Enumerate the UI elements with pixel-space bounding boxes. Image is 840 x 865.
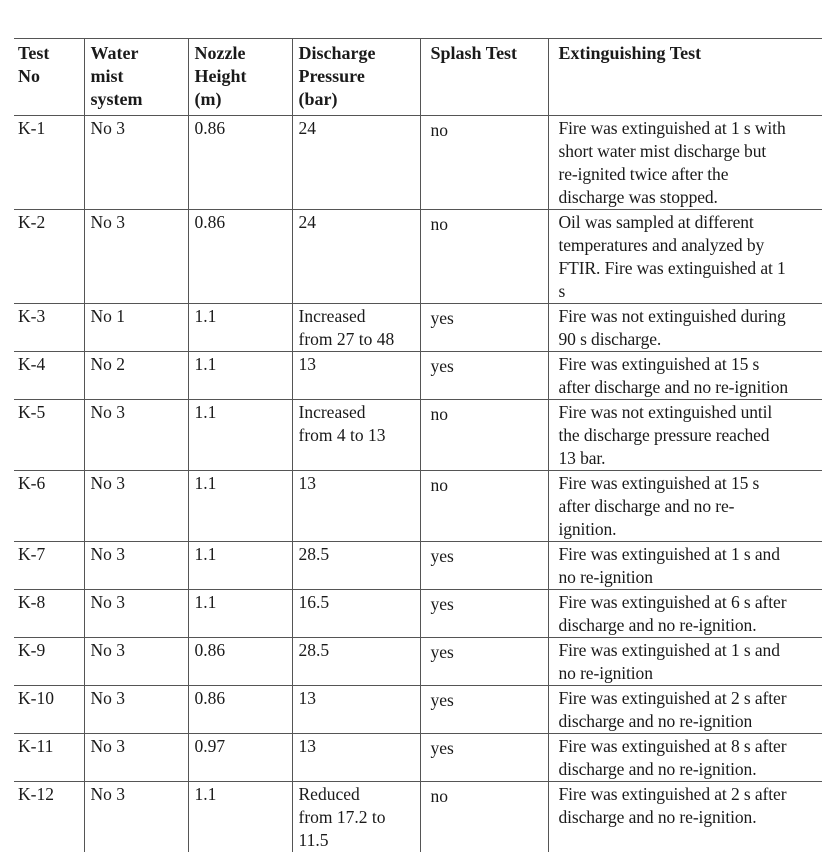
- cell-line: after discharge and no re-: [558, 496, 735, 516]
- cell-extinguishing-test: [548, 116, 822, 210]
- cell-water-mist-system: No 3: [84, 734, 188, 782]
- cell-line: Height: [194, 66, 247, 86]
- cell-line: 13: [298, 354, 316, 374]
- cell-line: from 27 to 48: [298, 329, 395, 349]
- cell-test-no: K-7: [14, 542, 84, 590]
- cell-line: discharge and no re-ignition.: [558, 759, 757, 779]
- cell-line: 13: [298, 736, 316, 756]
- cell-line: Fire was extinguished at 1 s with: [558, 118, 786, 138]
- cell-splash-test: yes: [420, 542, 548, 590]
- cell-line: 11.5: [298, 830, 329, 850]
- cell-line: Discharge: [298, 43, 376, 63]
- cell-discharge-pressure: [292, 400, 420, 471]
- table-body: [14, 116, 822, 853]
- cell-test-no: K-10: [14, 686, 84, 734]
- cell-water-mist-system: No 3: [84, 210, 188, 304]
- fire-test-table: [14, 38, 822, 852]
- cell-line: no re-ignition: [558, 663, 653, 683]
- cell-splash-test: no: [420, 210, 548, 304]
- cell-test-no: K-3: [14, 304, 84, 352]
- cell-test-no: K-5: [14, 400, 84, 471]
- cell-test-no: K-1: [14, 116, 84, 210]
- cell-line: 28.5: [298, 544, 330, 564]
- cell-line: system: [90, 89, 143, 109]
- header-water-mist-system: [84, 39, 188, 116]
- cell-line: (m): [194, 89, 222, 109]
- cell-line: 28.5: [298, 640, 330, 660]
- cell-line: Increased: [298, 306, 366, 326]
- cell-line: No: [18, 66, 40, 86]
- cell-discharge-pressure: [292, 782, 420, 853]
- cell-extinguishing-test: [548, 782, 822, 853]
- cell-water-mist-system: No 2: [84, 352, 188, 400]
- cell-extinguishing-test: [548, 686, 822, 734]
- cell-line: Nozzle: [194, 43, 246, 63]
- cell-test-no: K-4: [14, 352, 84, 400]
- cell-line: Fire was extinguished at 2 s after: [558, 784, 787, 804]
- cell-nozzle-height: 0.97: [188, 734, 292, 782]
- cell-discharge-pressure: [292, 542, 420, 590]
- table-header: [14, 39, 822, 116]
- cell-line: ignition.: [558, 519, 617, 539]
- cell-line: Fire was not extinguished until: [558, 402, 773, 422]
- cell-line: from 4 to 13: [298, 425, 386, 445]
- header-nozzle-height: [188, 39, 292, 116]
- table-row: [14, 638, 822, 686]
- cell-line: discharge and no re-ignition.: [558, 615, 757, 635]
- cell-splash-test: no: [420, 116, 548, 210]
- cell-water-mist-system: No 3: [84, 116, 188, 210]
- cell-water-mist-system: No 1: [84, 304, 188, 352]
- header-row: [14, 39, 822, 116]
- cell-nozzle-height: 1.1: [188, 590, 292, 638]
- cell-splash-test: yes: [420, 590, 548, 638]
- table-row: [14, 590, 822, 638]
- cell-line: 13: [298, 473, 316, 493]
- cell-nozzle-height: 1.1: [188, 471, 292, 542]
- cell-nozzle-height: 0.86: [188, 116, 292, 210]
- header-test-no: [14, 39, 84, 116]
- cell-line: Fire was extinguished at 6 s after: [558, 592, 787, 612]
- table-row: [14, 542, 822, 590]
- cell-extinguishing-test: [548, 352, 822, 400]
- cell-line: Fire was extinguished at 8 s after: [558, 736, 787, 756]
- cell-water-mist-system: No 3: [84, 638, 188, 686]
- cell-splash-test: yes: [420, 638, 548, 686]
- cell-splash-test: yes: [420, 734, 548, 782]
- header-discharge-pressure: [292, 39, 420, 116]
- cell-nozzle-height: 0.86: [188, 686, 292, 734]
- table-row: [14, 782, 822, 853]
- cell-line: (bar): [298, 89, 338, 109]
- cell-line: 24: [298, 212, 316, 232]
- cell-line: 16.5: [298, 592, 330, 612]
- cell-line: s: [558, 281, 566, 301]
- header-extinguishing-test: [548, 39, 822, 116]
- cell-splash-test: no: [420, 782, 548, 853]
- cell-extinguishing-test: [548, 400, 822, 471]
- cell-line: Splash Test: [430, 43, 518, 63]
- cell-splash-test: yes: [420, 686, 548, 734]
- cell-line: mist: [90, 66, 124, 86]
- cell-nozzle-height: 0.86: [188, 638, 292, 686]
- cell-extinguishing-test: [548, 471, 822, 542]
- cell-line: 24: [298, 118, 316, 138]
- cell-discharge-pressure: [292, 638, 420, 686]
- cell-test-no: K-2: [14, 210, 84, 304]
- table-row: [14, 400, 822, 471]
- cell-nozzle-height: 1.1: [188, 782, 292, 853]
- cell-line: Test: [18, 43, 50, 63]
- cell-splash-test: no: [420, 471, 548, 542]
- cell-nozzle-height: 1.1: [188, 400, 292, 471]
- table-row: [14, 352, 822, 400]
- cell-line: from 17.2 to: [298, 807, 386, 827]
- cell-line: Fire was extinguished at 15 s: [558, 354, 760, 374]
- cell-discharge-pressure: [292, 590, 420, 638]
- cell-water-mist-system: No 3: [84, 542, 188, 590]
- cell-splash-test: yes: [420, 352, 548, 400]
- cell-line: Fire was extinguished at 1 s and: [558, 640, 780, 660]
- cell-extinguishing-test: [548, 304, 822, 352]
- cell-line: Fire was extinguished at 15 s: [558, 473, 760, 493]
- table-row: [14, 734, 822, 782]
- cell-line: Reduced: [298, 784, 360, 804]
- cell-water-mist-system: No 3: [84, 686, 188, 734]
- cell-extinguishing-test: [548, 734, 822, 782]
- cell-extinguishing-test: [548, 638, 822, 686]
- table-row: [14, 471, 822, 542]
- cell-test-no: K-6: [14, 471, 84, 542]
- cell-line: temperatures and analyzed by: [558, 235, 765, 255]
- cell-line: Pressure: [298, 66, 365, 86]
- cell-line: Water: [90, 43, 139, 63]
- cell-line: Extinguishing Test: [558, 43, 702, 63]
- cell-line: no re-ignition: [558, 567, 653, 587]
- cell-water-mist-system: No 3: [84, 471, 188, 542]
- cell-discharge-pressure: [292, 686, 420, 734]
- cell-discharge-pressure: [292, 304, 420, 352]
- table-row: [14, 686, 822, 734]
- cell-nozzle-height: 1.1: [188, 352, 292, 400]
- cell-line: 13 bar.: [558, 448, 606, 468]
- cell-water-mist-system: No 3: [84, 590, 188, 638]
- cell-splash-test: no: [420, 400, 548, 471]
- cell-test-no: K-8: [14, 590, 84, 638]
- table-row: [14, 304, 822, 352]
- cell-nozzle-height: 1.1: [188, 304, 292, 352]
- cell-extinguishing-test: [548, 590, 822, 638]
- cell-line: Fire was extinguished at 2 s after: [558, 688, 787, 708]
- table-row: [14, 210, 822, 304]
- cell-discharge-pressure: [292, 734, 420, 782]
- table-row: [14, 116, 822, 210]
- cell-nozzle-height: 1.1: [188, 542, 292, 590]
- cell-discharge-pressure: [292, 210, 420, 304]
- cell-line: short water mist discharge but: [558, 141, 767, 161]
- cell-test-no: K-11: [14, 734, 84, 782]
- cell-line: Fire was not extinguished during: [558, 306, 786, 326]
- cell-discharge-pressure: [292, 116, 420, 210]
- cell-line: Oil was sampled at different: [558, 212, 754, 232]
- cell-line: discharge was stopped.: [558, 187, 718, 207]
- cell-extinguishing-test: [548, 542, 822, 590]
- cell-nozzle-height: 0.86: [188, 210, 292, 304]
- cell-extinguishing-test: [548, 210, 822, 304]
- cell-splash-test: yes: [420, 304, 548, 352]
- cell-line: re-ignited twice after the: [558, 164, 729, 184]
- cell-line: FTIR. Fire was extinguished at 1: [558, 258, 786, 278]
- cell-line: discharge and no re-ignition: [558, 711, 753, 731]
- cell-line: discharge and no re-ignition.: [558, 807, 757, 827]
- cell-line: after discharge and no re-ignition: [558, 377, 789, 397]
- cell-discharge-pressure: [292, 352, 420, 400]
- cell-line: 13: [298, 688, 316, 708]
- cell-line: Fire was extinguished at 1 s and: [558, 544, 780, 564]
- cell-water-mist-system: No 3: [84, 782, 188, 853]
- cell-discharge-pressure: [292, 471, 420, 542]
- cell-line: Increased: [298, 402, 366, 422]
- cell-line: 90 s discharge.: [558, 329, 662, 349]
- header-splash-test: [420, 39, 548, 116]
- cell-water-mist-system: No 3: [84, 400, 188, 471]
- cell-test-no: K-12: [18, 784, 54, 804]
- cell-test-no: K-9: [14, 638, 84, 686]
- cell-line: the discharge pressure reached: [558, 425, 770, 445]
